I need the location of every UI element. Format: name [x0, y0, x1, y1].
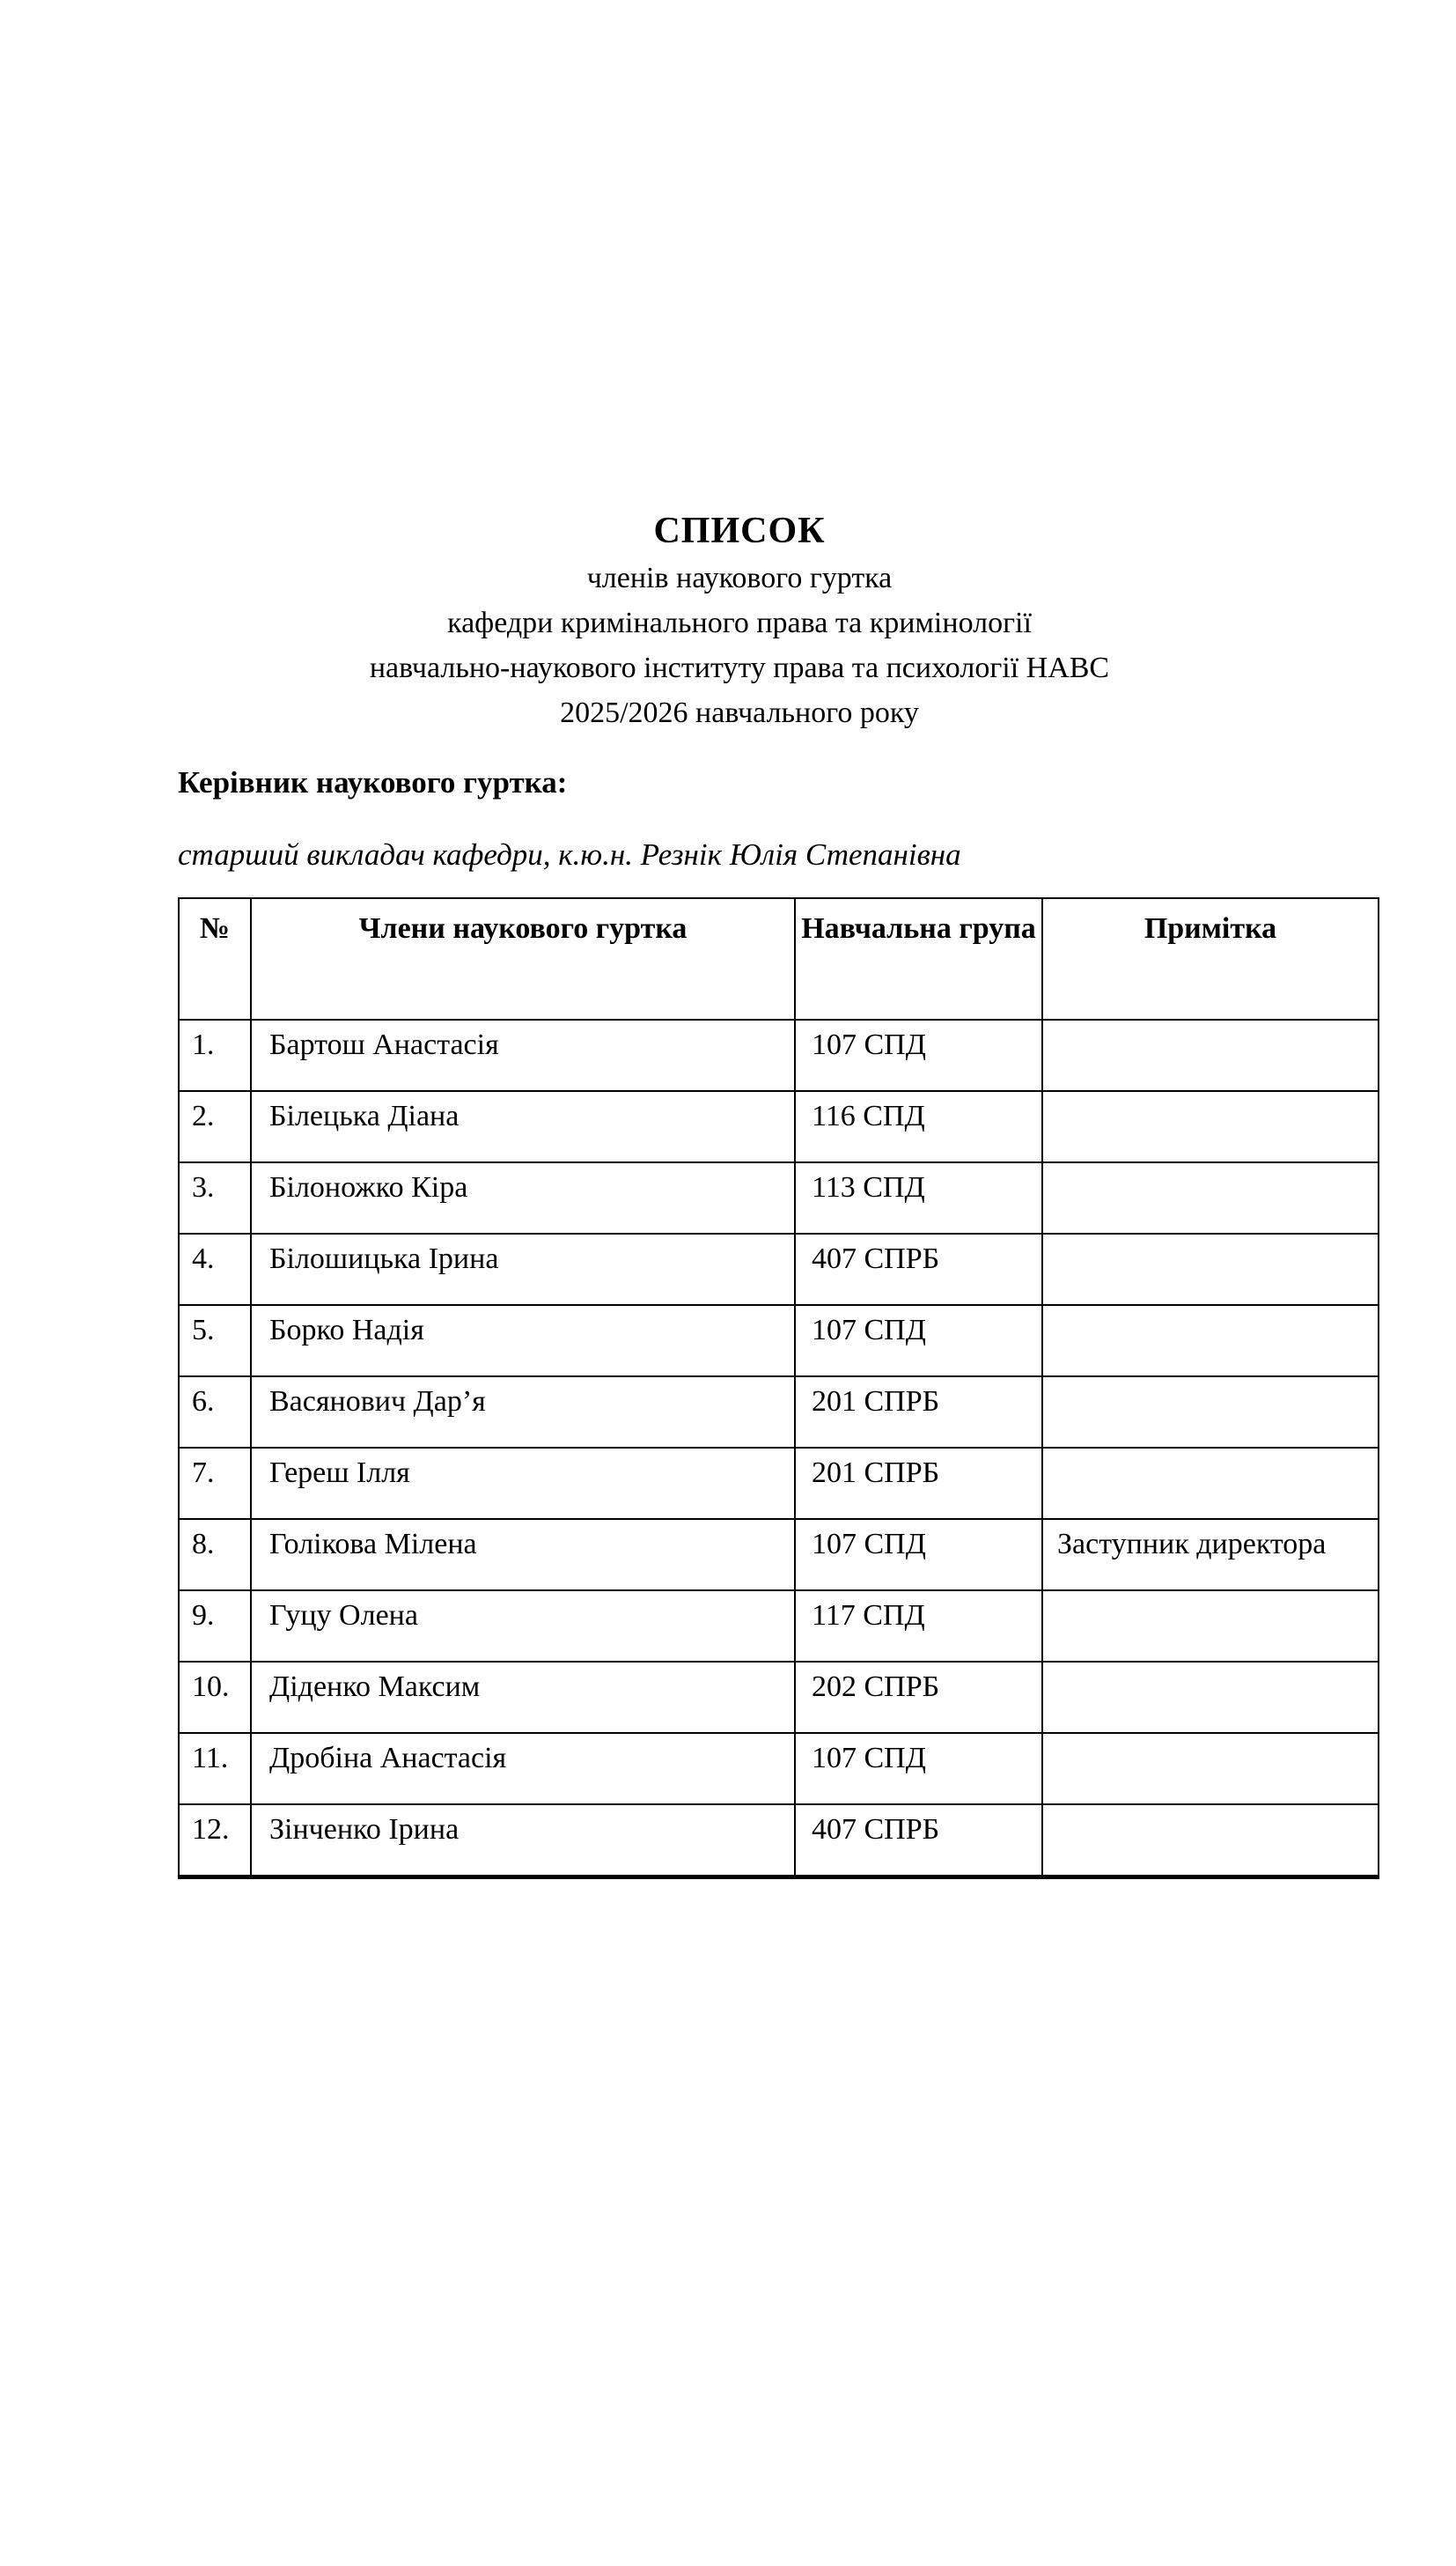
member-name: Гереш Ілля: [251, 1448, 795, 1519]
member-name: Діденко Максим: [251, 1662, 795, 1733]
member-name: Дробіна Анастасія: [251, 1733, 795, 1804]
document-page: [0, 506, 1456, 2566]
row-number: 12.: [179, 1804, 251, 1877]
note-cell: [1042, 1733, 1379, 1804]
table-header-row: [179, 898, 1379, 1020]
note-cell: [1042, 1376, 1379, 1448]
row-number: 5.: [179, 1305, 251, 1376]
row-number: 7.: [179, 1448, 251, 1519]
member-name: Бартош Анастасія: [251, 1020, 795, 1091]
table-row: [179, 1519, 1379, 1590]
table-row: [179, 1091, 1379, 1162]
members-table-head: [179, 898, 1379, 1020]
leader-name: старший викладач кафедри, к.ю.н. Резнік Юлія Степанівна: [178, 837, 961, 872]
member-name: Борко Надія: [251, 1305, 795, 1376]
member-name: Білецька Діана: [251, 1091, 795, 1162]
row-number: 11.: [179, 1733, 251, 1804]
table-row: [179, 1376, 1379, 1448]
heading-line-year: 2025/2026 навчального року: [560, 697, 919, 729]
document-heading: [178, 506, 1301, 735]
header-cell-members: Члени наукового гуртка: [251, 898, 795, 1020]
note-cell: [1042, 1804, 1379, 1877]
members-table-body: [179, 1020, 1379, 1877]
row-number: 3.: [179, 1162, 251, 1234]
member-name: Гуцу Олена: [251, 1590, 795, 1662]
row-number: 10.: [179, 1662, 251, 1733]
note-cell: [1042, 1234, 1379, 1305]
table-row: [179, 1448, 1379, 1519]
study-group: 407 СПРБ: [795, 1804, 1042, 1877]
note-cell: [1042, 1590, 1379, 1662]
study-group: 201 СПРБ: [795, 1448, 1042, 1519]
study-group: 107 СПД: [795, 1519, 1042, 1590]
study-group: 107 СПД: [795, 1733, 1042, 1804]
row-number: 4.: [179, 1234, 251, 1305]
study-group: 116 СПД: [795, 1091, 1042, 1162]
note-cell: [1042, 1305, 1379, 1376]
table-row: [179, 1733, 1379, 1804]
row-number: 2.: [179, 1091, 251, 1162]
table-row: [179, 1162, 1379, 1234]
study-group: 113 СПД: [795, 1162, 1042, 1234]
row-number: 9.: [179, 1590, 251, 1662]
study-group: 117 СПД: [795, 1590, 1042, 1662]
table-row: [179, 1662, 1379, 1733]
header-cell-note: Примітка: [1042, 898, 1379, 1020]
header-cell-number: №: [179, 898, 251, 1020]
members-table: [178, 897, 1379, 1879]
heading-line-department: кафедри кримінального права та кримінології: [447, 607, 1032, 639]
member-name: Васянович Дар’я: [251, 1376, 795, 1448]
row-number: 1.: [179, 1020, 251, 1091]
table-row: [179, 1305, 1379, 1376]
heading-line-institute: навчально-наукового інституту права та психології НАВС: [369, 652, 1110, 684]
header-cell-group: Навчальна група: [795, 898, 1042, 1020]
member-name: Зінченко Ірина: [251, 1804, 795, 1877]
note-cell: [1042, 1662, 1379, 1733]
table-row: [179, 1234, 1379, 1305]
note-cell: [1042, 1091, 1379, 1162]
study-group: 107 СПД: [795, 1020, 1042, 1091]
study-group: 202 СПРБ: [795, 1662, 1042, 1733]
note-cell: [1042, 1162, 1379, 1234]
table-row: [179, 1020, 1379, 1091]
member-name: Білоножко Кіра: [251, 1162, 795, 1234]
study-group: 407 СПРБ: [795, 1234, 1042, 1305]
study-group: 201 СПРБ: [795, 1376, 1042, 1448]
note-cell: [1042, 1448, 1379, 1519]
note-cell: [1042, 1020, 1379, 1091]
study-group: 107 СПД: [795, 1305, 1042, 1376]
note-cell: Заступник директора: [1042, 1519, 1379, 1590]
leader-label: Керівник наукового гуртка:: [178, 765, 568, 800]
table-row: [179, 1804, 1379, 1877]
document-title: СПИСОК: [653, 511, 826, 551]
member-name: Голікова Мілена: [251, 1519, 795, 1590]
table-row: [179, 1590, 1379, 1662]
row-number: 8.: [179, 1519, 251, 1590]
member-name: Білошицька Ірина: [251, 1234, 795, 1305]
heading-line-members: членів наукового гуртка: [586, 562, 893, 594]
row-number: 6.: [179, 1376, 251, 1448]
